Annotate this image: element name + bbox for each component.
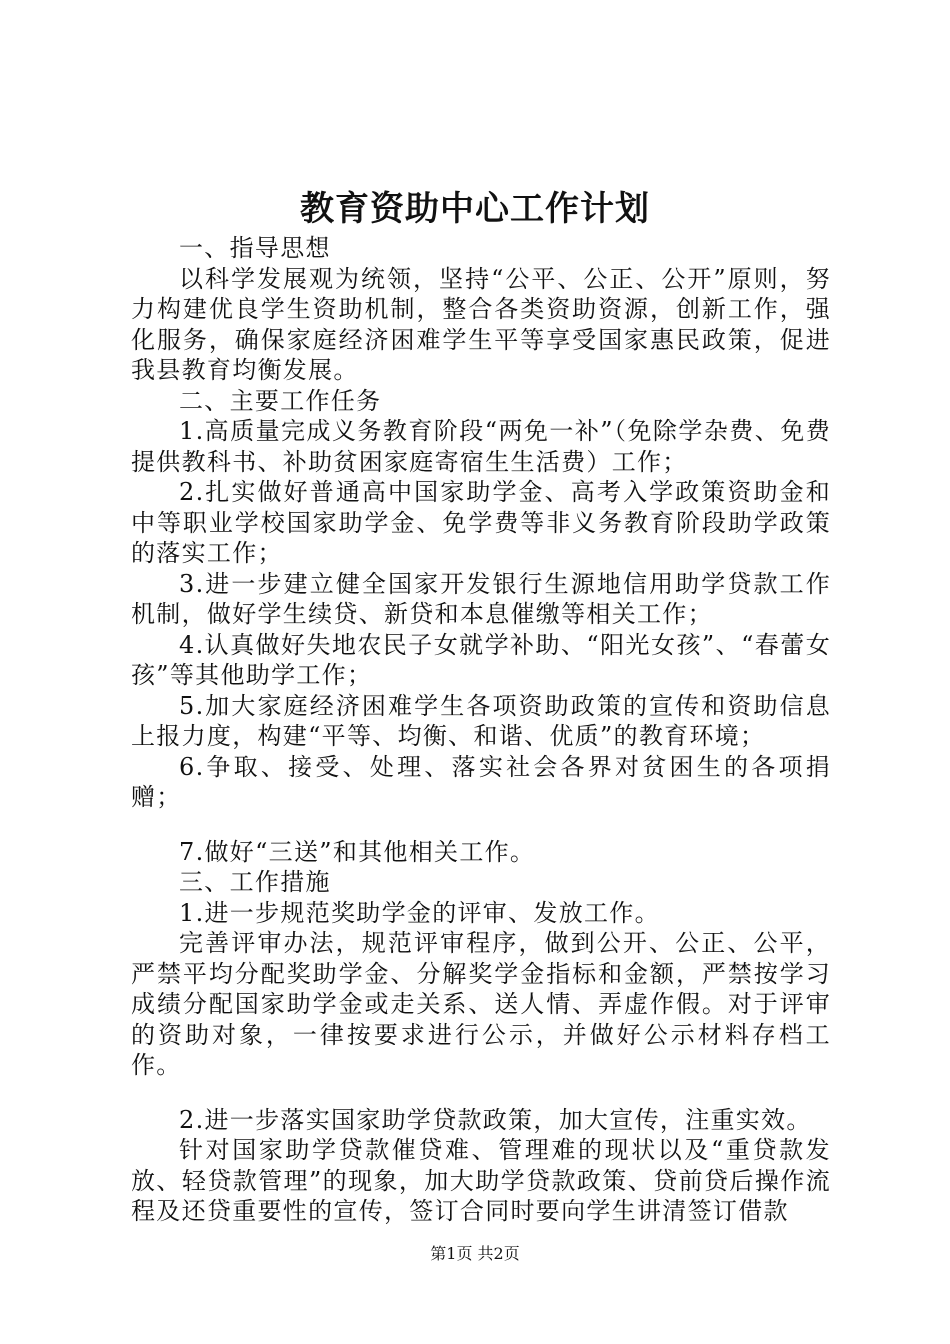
section-heading: 一、指导思想	[179, 234, 331, 262]
section-heading: 三、工作措施	[179, 868, 331, 896]
paragraph: 以科学发展观为统领，坚持“公平、公正、公开”原则，努力构建优良学生资助机制，整合各类资助资源，创新工作，强化服务，确保家庭经济困难学生平等享受国家惠民政策，促进我县教育均衡发展。	[131, 264, 831, 384]
document-body	[131, 233, 831, 1227]
list-item: 3.进一步建立健全国家开发银行生源地信用助学贷款工作机制，做好学生续贷、新贷和本息催缴等相关工作；	[131, 569, 831, 628]
list-item: 1.高质量完成义务教育阶段“两免一补”（免除学杂费、免费提供教科书、补助贫困家庭寄宿生生活费）工作；	[131, 417, 831, 476]
list-item: 6.争取、接受、处理、落实社会各界对贫困生的各项捐赠；	[131, 752, 831, 811]
document-title: 教育资助中心工作计划	[300, 189, 650, 229]
subsection-heading: 1.进一步规范奖助学金的评审、发放工作。	[179, 898, 660, 927]
list-item: 2.扎实做好普通高中国家助学金、高考入学政策资助金和中等职业学校国家助学金、免学费等非义务教育阶段助学政策的落实工作；	[131, 478, 831, 567]
section-heading: 二、主要工作任务	[179, 386, 382, 415]
paragraph: 完善评审办法，规范评审程序，做到公开、公正、公平，严禁平均分配奖助学金、分解奖学金指标和金额，严禁按学习成绩分配国家助学金或走关系、送人情、弄虚作假。对于评审的资助对象，一律按要求进行公示，并做好公示材料存档工作。	[131, 929, 831, 1079]
list-item: 4.认真做好失地农民子女就学补助、“阳光女孩”、“春蕾女孩”等其他助学工作；	[131, 630, 831, 689]
paragraph: 针对国家助学贷款催贷难、管理难的现状以及“重贷款发放、轻贷款管理”的现象，加大助学贷款政策、贷前贷后操作流程及还贷重要性的宣传，签订合同时要向学生讲清签订借款	[131, 1136, 831, 1225]
list-item: 7.做好“三送”和其他相关工作。	[179, 837, 536, 866]
page-footer: 第1页 共2页	[430, 1244, 520, 1263]
list-item: 5.加大家庭经济困难学生各项资助政策的宣传和资助信息上报力度，构建“平等、均衡、和谐、优质”的教育环境；	[131, 691, 831, 750]
subsection-heading: 2.进一步落实国家助学贷款政策，加大宣传，注重实效。	[179, 1105, 812, 1134]
